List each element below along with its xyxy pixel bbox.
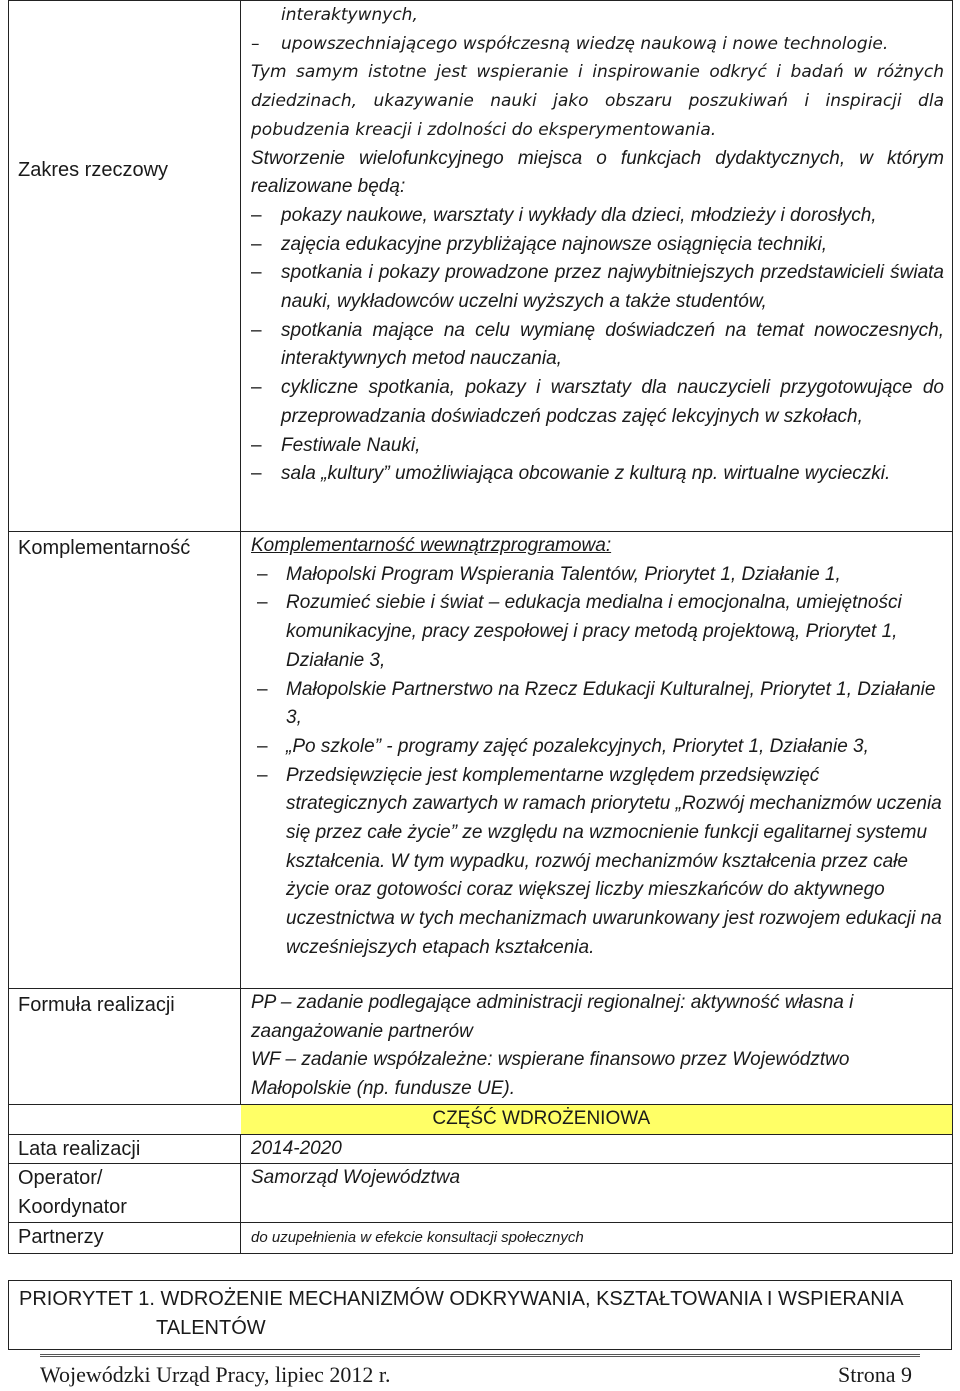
continued-bullet-list bbox=[251, 30, 944, 59]
operator-label: Operator/ Koordynator bbox=[18, 1167, 127, 1218]
complementarity-list bbox=[251, 561, 944, 963]
paragraph: Stworzenie wielofunkcyjnego miejsca o funkcjach dydaktycznych, w którym realizowane będą: bbox=[251, 147, 944, 198]
project-table bbox=[8, 0, 953, 1254]
row-operator bbox=[9, 1164, 953, 1222]
list-item: – zajęcia edukacyjne przybliżające najnowsze osiągnięcia techniki, bbox=[251, 233, 828, 255]
list-item: – Przedsięwzięcie jest komplementarne względem przedsięwzięć strategicznych zawartych w ramach priorytetu „Rozwój mechanizmów uczenia się przez całe życie” ze względu na wzmocnienie funkcji egalitarnej systemu kształcenia. W tym wypadku, rozwój mechanizmów kształcenia przez całe życie oraz gotowości coraz większej liczby mieszkańców do aktywnego uczestnictwa w tych mechanizmach uwarunkowany jest rozwojem edukacji na wcześniejszych etapach kształcenia. bbox=[257, 764, 942, 958]
continued-text: interaktywnych, bbox=[281, 5, 418, 25]
section-header-spacer bbox=[9, 1104, 241, 1134]
row-partnerzy bbox=[9, 1222, 953, 1253]
list-item: – sala „kultury” umożliwiająca obcowanie z kulturą np. wirtualne wycieczki. bbox=[251, 463, 891, 485]
row-zakres bbox=[9, 1, 953, 532]
row-value-operator: Samorząd Województwa bbox=[241, 1164, 953, 1222]
row-label-formula bbox=[9, 989, 241, 1105]
priority-title-line1: PRIORYTET 1. WDROŻENIE MECHANIZMÓW ODKRYWANIA, KSZTAŁTOWANIA I WSPIERANIA bbox=[19, 1288, 904, 1310]
list-item: – „Po szkole” - programy zajęć pozalekcyjnych, Priorytet 1, Działanie 3, bbox=[257, 735, 869, 757]
row-value-lata: 2014-2020 bbox=[241, 1134, 953, 1164]
row-value-zakres bbox=[241, 1, 953, 532]
footer-publisher: Wojewódzki Urząd Pracy, lipiec 2012 r. bbox=[40, 1362, 391, 1387]
list-item: – pokazy naukowe, warsztaty i wykłady dla dzieci, młodzieży i dorosłych, bbox=[251, 204, 877, 226]
row-value-formula bbox=[241, 989, 953, 1105]
section-heading: Komplementarność wewnątrzprogramowa: bbox=[251, 535, 612, 556]
row-formula bbox=[9, 989, 953, 1105]
list-item: – spotkania mające na celu wymianę doświadczeń na temat nowoczesnych, interaktywnych metod nauczania, bbox=[251, 319, 944, 370]
list-item: – spotkania i pokazy prowadzone przez najwybitniejszych przedstawicieli świata nauki, wykładowców uczelni wyższych a także studentów, bbox=[251, 262, 944, 313]
priority-box bbox=[8, 1280, 952, 1350]
footer-divider bbox=[40, 1354, 920, 1357]
formula-wf: WF – zadanie współzależne: wspierane finansowo przez Województwo Małopolskie (np. fundusze UE). bbox=[251, 1049, 850, 1100]
row-komplementarnosc bbox=[9, 532, 953, 989]
priority-title-line2: TALENTÓW bbox=[156, 1317, 266, 1339]
row-label-lata: Lata realizacji bbox=[9, 1134, 241, 1164]
paragraph: Tym samym istotne jest wspieranie i inspirowanie odkryć i badań w różnych dziedzinach, ukazywanie nauki jako obszaru poszukiwań i inspiracji dla pobudzenia kreacji i zdolności do eksperymentowania. bbox=[251, 62, 944, 140]
zakres-label: Zakres rzeczowy bbox=[18, 159, 169, 181]
row-label-operator bbox=[9, 1164, 241, 1222]
row-value-partnerzy bbox=[241, 1222, 953, 1253]
row-value-komplementarnosc bbox=[241, 532, 953, 989]
row-section-header bbox=[9, 1104, 953, 1134]
partnerzy-note: do uzupełnienia w efekcie konsultacji społecznych bbox=[251, 1228, 584, 1246]
formula-label: Formuła realizacji bbox=[18, 994, 175, 1016]
row-label-komplementarnosc bbox=[9, 532, 241, 989]
list-item: – Festiwale Nauki, bbox=[251, 434, 421, 456]
list-item: – Rozumieć siebie i świat – edukacja medialna i emocjonalna, umiejętności komunikacyjne, pracy zespołowej i pracy metodą projektową, Priorytet 1, Działanie 3, bbox=[257, 592, 902, 671]
list-item: – Małopolskie Partnerstwo na Rzecz Edukacji Kulturalnej, Priorytet 1, Działanie 3, bbox=[257, 678, 936, 729]
komplementarnosc-label: Komplementarność bbox=[18, 537, 191, 559]
row-lata bbox=[9, 1134, 953, 1164]
formula-pp: PP – zadanie podlegające administracji regionalnej: aktywność własna i zaangażowanie partnerów bbox=[251, 992, 854, 1042]
row-label-zakres bbox=[9, 1, 241, 532]
row-label-partnerzy: Partnerzy bbox=[9, 1222, 241, 1253]
scope-bullet-list bbox=[251, 202, 944, 489]
section-header-implementation: CZĘŚĆ WDROŻENIOWA bbox=[241, 1104, 953, 1134]
list-item: – cykliczne spotkania, pokazy i warsztaty dla nauczycieli przygotowujące do przeprowadzania doświadczeń podczas zajęć lekcyjnych w szkołach, bbox=[251, 377, 944, 427]
list-item: – upowszechniającego współczesną wiedzę naukową i nowe technologie. bbox=[251, 33, 889, 54]
page-number: Strona 9 bbox=[838, 1362, 912, 1387]
list-item: – Małopolski Program Wspierania Talentów, Priorytet 1, Działanie 1, bbox=[257, 563, 841, 585]
